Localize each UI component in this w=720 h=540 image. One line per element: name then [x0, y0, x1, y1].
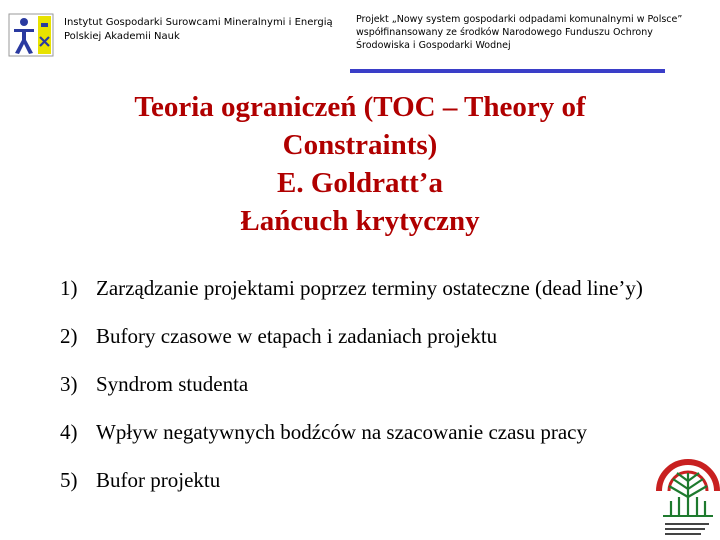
nfosigw-logo-icon — [655, 453, 720, 540]
title-line: Teoria ograniczeń (TOC – Theory of — [134, 91, 586, 123]
project-info-line: Środowiska i Gospodarki Wodnej — [356, 40, 511, 51]
title-line: Łańcuch krytyczny — [240, 205, 480, 237]
numbered-list — [60, 270, 680, 510]
list-item — [60, 270, 680, 307]
list-item — [60, 462, 680, 499]
slide-title — [60, 88, 660, 240]
list-item-text: Bufory czasowe w etapach i zadaniach projektu — [96, 324, 498, 348]
header-divider — [350, 69, 665, 73]
list-item-text: Wpływ negatywnych bodźców na szacowanie czasu pracy — [96, 420, 587, 444]
list-item-text: Zarządzanie projektami poprzez terminy ostateczne (dead line’y) — [96, 276, 643, 300]
list-item-number: 4) — [60, 420, 78, 444]
list-item — [60, 318, 680, 355]
list-item — [60, 366, 680, 403]
institute-logo-icon — [8, 13, 54, 57]
list-item-text: Bufor projektu — [96, 468, 221, 492]
project-info-line: Projekt „Nowy system gospodarki odpadami komunalnymi w Polsce” — [356, 14, 683, 25]
list-item-number: 2) — [60, 324, 78, 348]
list-item — [60, 414, 680, 451]
project-info-line: współfinansowany ze środków Narodowego Funduszu Ochrony — [356, 27, 653, 38]
list-item-text: Syndrom studenta — [96, 372, 249, 396]
institute-name: Instytut Gospodarki Surowcami Mineralnymi i Energią Polskiej Akademii Nauk — [64, 17, 333, 42]
list-item-number: 5) — [60, 468, 78, 492]
list-item-number: 1) — [60, 276, 78, 300]
project-info — [356, 13, 701, 52]
list-item-number: 3) — [60, 372, 78, 396]
title-line: E. Goldratt’a — [277, 167, 443, 199]
title-line: Constraints) — [282, 129, 438, 161]
